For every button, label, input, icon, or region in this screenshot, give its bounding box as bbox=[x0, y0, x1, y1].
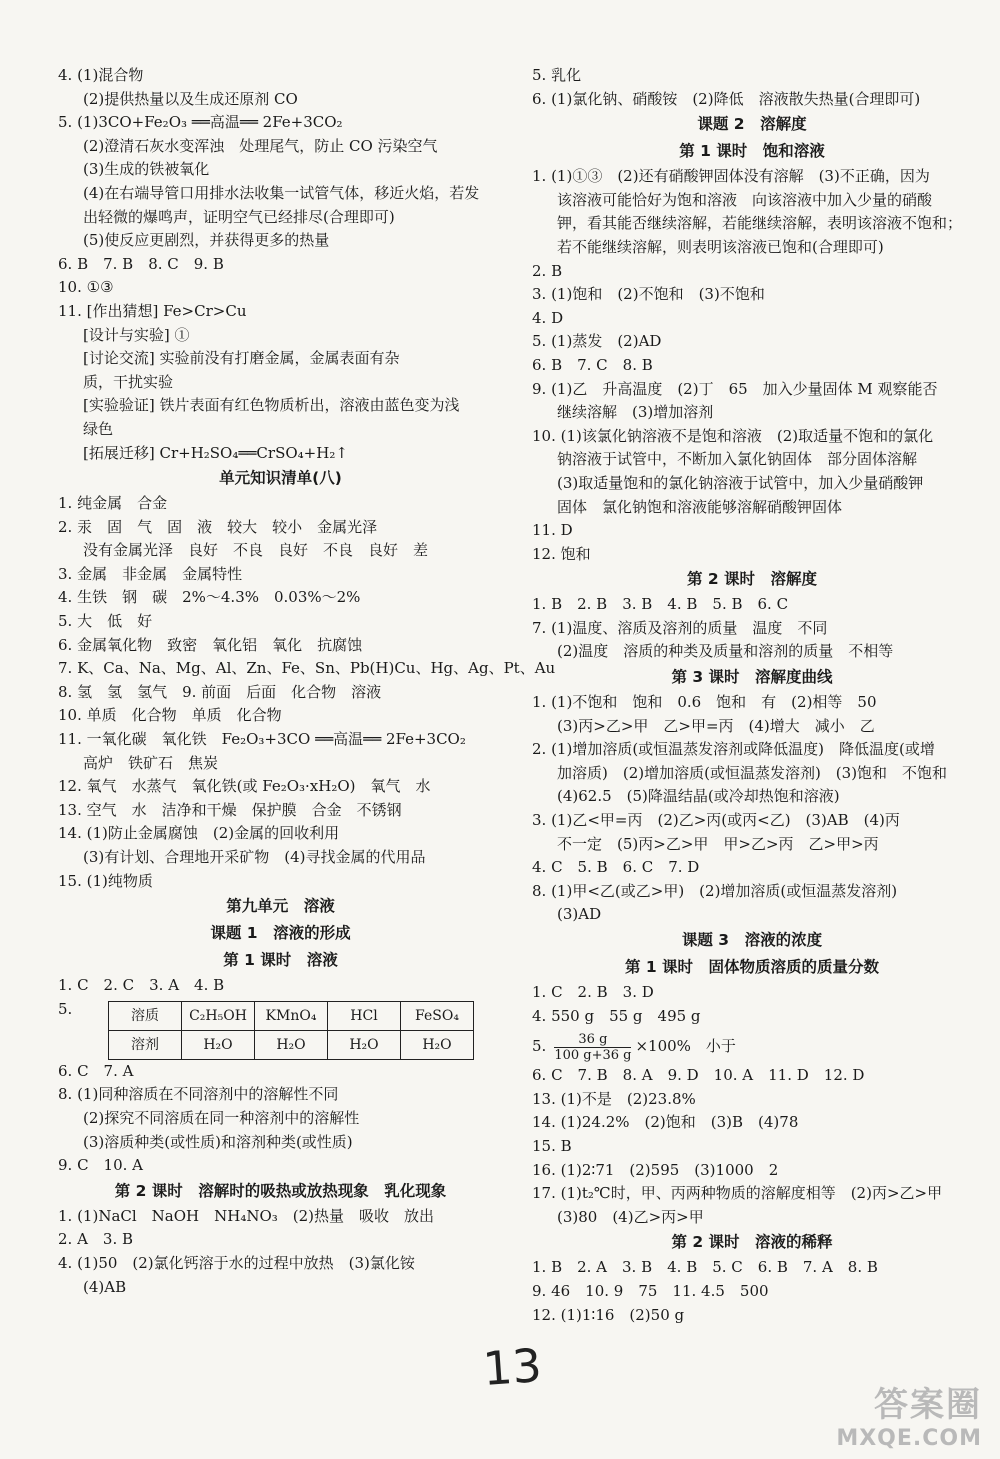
page-number: 13 bbox=[481, 1338, 544, 1396]
answer-line: 1. B 2. A 3. B 4. B 5. C 6. B 7. A 8. B bbox=[532, 1258, 878, 1277]
answer-line: 6. C 7. A bbox=[58, 1061, 134, 1080]
answer-line: 13. 空气 水 洁净和干燥 保护膜 合金 不锈钢 bbox=[58, 800, 402, 819]
answer-line: 5. 大 低 好 bbox=[58, 612, 153, 631]
answer-line: (2)澄清石灰水变浑浊 处理尾气，防止 CO 污染空气 bbox=[83, 136, 438, 155]
answer-line: 12. 饱和 bbox=[532, 544, 591, 563]
answer-line: 6. B 7. C 8. B bbox=[532, 355, 653, 374]
answer-line: 高炉 铁矿石 焦炭 bbox=[83, 753, 219, 772]
answer-line: 1. (1)不饱和 饱和 0.6 饱和 有 (2)相等 50 bbox=[532, 693, 877, 712]
answer-line: (4)AB bbox=[83, 1277, 127, 1296]
answer-line: 固体 氯化钠饱和溶液能够溶解硝酸钾固体 bbox=[557, 497, 843, 516]
fraction-denominator: 100 g+36 g bbox=[554, 1047, 632, 1063]
answer-line: 9. C 10. A bbox=[58, 1156, 144, 1175]
solute-solvent-table bbox=[108, 1001, 474, 1060]
answer-line: 12. 氧气 水蒸气 氧化铁(或 Fe₂O₃·xH₂O) 氧气 水 bbox=[58, 777, 431, 796]
section-heading: 第 1 课时 溶液 bbox=[223, 951, 338, 970]
answer-line: 14. (1)防止金属腐蚀 (2)金属的回收利用 bbox=[58, 824, 340, 843]
section-heading: 第 2 课时 溶液的稀释 bbox=[671, 1233, 833, 1252]
answer-line: 4. (1)混合物 bbox=[58, 66, 144, 84]
fraction bbox=[554, 1032, 631, 1063]
section-heading: 第 1 课时 饱和溶液 bbox=[679, 142, 825, 161]
answer-line: 8. (1)甲<乙(或乙>甲) (2)增加溶质(或恒温蒸发溶剂) bbox=[532, 881, 898, 900]
section-heading: 第九单元 溶液 bbox=[226, 897, 335, 916]
answer-line: (2)温度 溶质的种类及质量和溶剂的质量 不相等 bbox=[557, 642, 894, 661]
answer-line: 8. 氢 氢 氢气 9. 前面 后面 化合物 溶液 bbox=[58, 682, 382, 701]
table-cell: H₂O bbox=[328, 1031, 401, 1060]
answer-line: 14. (1)24.2% (2)饱和 (3)B (4)78 bbox=[532, 1113, 799, 1132]
table-cell: H₂O bbox=[255, 1031, 328, 1060]
answer-line: 6. B 7. B 8. C 9. B bbox=[58, 254, 224, 273]
answer-line: 2. A 3. B bbox=[58, 1230, 134, 1249]
answer-line: (3)取适量饱和的氯化钠溶液于试管中，加入少量硝酸钾 bbox=[557, 473, 924, 492]
answer-line: 13. (1)不是 (2)23.8% bbox=[532, 1089, 696, 1108]
table-cell: H₂O bbox=[182, 1031, 255, 1060]
answer-line: 没有金属光泽 良好 不良 良好 不良 良好 差 bbox=[83, 541, 429, 560]
section-heading: 第 1 课时 固体物质溶质的质量分数 bbox=[624, 958, 880, 976]
answer-line: 5. (1)3CO+Fe₂O₃ ══高温══ 2Fe+3CO₂ bbox=[58, 113, 343, 132]
answer-line: 4. C 5. B 6. C 7. D bbox=[532, 858, 700, 877]
answer-line: 4. D bbox=[532, 308, 564, 327]
answer-line: 1. C 2. C 3. A 4. B bbox=[58, 976, 225, 995]
answer-line: 2. 汞 固 气 固 液 较大 较小 金属光泽 bbox=[58, 517, 378, 536]
answer-number: 5. bbox=[532, 1037, 547, 1056]
answer-line: 3. (1)乙<甲=丙 (2)乙>丙(或丙<乙) (3)AB (4)丙 bbox=[532, 811, 900, 830]
answer-line: (5)使反应更剧烈，并获得更多的热量 bbox=[83, 231, 330, 250]
answer-line: 11. 一氧化碳 氧化铁 Fe₂O₃+3CO ══高温══ 2Fe+3CO₂ bbox=[58, 730, 466, 749]
answer-line: 15. B bbox=[532, 1136, 572, 1155]
answer-line: 继续溶解 (3)增加溶剂 bbox=[557, 403, 714, 422]
table-cell: C₂H₅OH bbox=[182, 1002, 255, 1031]
answer-line: 1. 纯金属 合金 bbox=[58, 494, 168, 513]
answer-line: 11. D bbox=[532, 521, 573, 540]
section-heading: 课题 3 溶液的浓度 bbox=[681, 931, 823, 949]
table-cell: 溶质 bbox=[109, 1002, 182, 1031]
answer-line: [设计与实验] ① bbox=[83, 325, 190, 344]
answer-line: 4. 550 g 55 g 495 g bbox=[532, 1006, 701, 1025]
answer-line: (2)探究不同溶质在同一种溶剂中的溶解性 bbox=[83, 1108, 360, 1127]
section-heading: 单元知识清单(八) bbox=[219, 469, 342, 488]
table-cell: KMnO₄ bbox=[255, 1002, 328, 1031]
answer-line: (3)丙>乙>甲 乙>甲=丙 (4)增大 减小 乙 bbox=[557, 716, 875, 735]
watermark-cn: 答案圈 bbox=[874, 1385, 982, 1425]
answer-line: (3)溶质种类(或性质)和溶剂种类(或性质) bbox=[83, 1132, 353, 1151]
answer-line: (2)提供热量以及生成还原剂 CO bbox=[83, 89, 298, 108]
table-cell: 溶剂 bbox=[109, 1031, 182, 1060]
answer-line: (4)62.5 (5)降温结晶(或冷却热饱和溶液) bbox=[557, 787, 840, 806]
answer-line: 17. (1)t₂℃时，甲、丙两种物质的溶解度相等 (2)丙>乙>甲 bbox=[532, 1184, 943, 1203]
answer-line: 8. (1)同种溶质在不同溶剂中的溶解性不同 bbox=[58, 1085, 339, 1104]
answer-line: 16. (1)2∶71 (2)595 (3)1000 2 bbox=[532, 1160, 779, 1179]
answer-line: 5. 乳化 bbox=[532, 66, 582, 84]
answer-line: 7. (1)温度、溶质及溶剂的质量 温度 不同 bbox=[532, 618, 828, 637]
section-heading: 课题 2 溶解度 bbox=[697, 115, 807, 134]
answer-line: 3. 金属 非金属 金属特性 bbox=[58, 564, 243, 583]
answer-line: (3)生成的铁被氧化 bbox=[83, 160, 210, 179]
answer-line: 10. 单质 化合物 单质 化合物 bbox=[58, 706, 282, 725]
section-heading: 第 2 课时 溶解度 bbox=[686, 570, 818, 589]
section-heading: 第 3 课时 溶解度曲线 bbox=[671, 668, 833, 687]
answer-line: 9. 46 10. 9 75 11. 4.5 500 bbox=[532, 1281, 769, 1300]
table-cell: H₂O bbox=[401, 1031, 474, 1060]
answer-number: 5. bbox=[58, 999, 73, 1018]
answer-line: 10. ①③ bbox=[58, 278, 114, 297]
answer-line: 1. (1)①③ (2)还有硝酸钾固体没有溶解 (3)不正确，因为 bbox=[532, 167, 930, 186]
fraction-numerator: 36 g bbox=[554, 1032, 631, 1048]
answer-line: 2. B bbox=[532, 261, 563, 280]
answer-line: 11. [作出猜想] Fe>Cr>Cu bbox=[58, 301, 247, 320]
answer-line: 9. (1)乙 升高温度 (2)丁 65 加入少量固体 M 观察能否 bbox=[532, 379, 938, 398]
answer-line bbox=[532, 1028, 972, 1064]
table-row bbox=[109, 1031, 474, 1060]
answer-line: 1. C 2. B 3. D bbox=[532, 983, 654, 1001]
answer-line: 15. (1)纯物质 bbox=[58, 871, 153, 890]
answer-line: 绿色 bbox=[83, 419, 114, 438]
answer-line: 3. (1)饱和 (2)不饱和 (3)不饱和 bbox=[532, 285, 765, 304]
answer-line: 7. K、Ca、Na、Mg、Al、Zn、Fe、Sn、Pb(H)Cu、Hg、Ag、Pt、Au bbox=[58, 659, 556, 678]
answer-line: 钠溶液于试管中，不断加入氯化钠固体 部分固体溶解 bbox=[557, 450, 918, 469]
table-cell: HCl bbox=[328, 1002, 401, 1031]
watermark bbox=[836, 1377, 982, 1451]
answer-line: 1. (1)NaCl NaOH NH₄NO₃ (2)热量 吸收 放出 bbox=[58, 1206, 435, 1225]
answer-line: (3)AD bbox=[557, 905, 602, 924]
answer-line: 5. (1)蒸发 (2)AD bbox=[532, 332, 662, 351]
right-column bbox=[532, 64, 972, 1327]
watermark-en: MXQE.COM bbox=[836, 1426, 982, 1451]
answer-line: 10. (1)该氯化钠溶液不是饱和溶液 (2)取适量不饱和的氯化 bbox=[532, 426, 934, 445]
answer-line: 6. C 7. B 8. A 9. D 10. A 11. D 12. D bbox=[532, 1066, 865, 1085]
answer-line: 若不能继续溶解，则表明该溶液已饱和(合理即可) bbox=[557, 237, 884, 256]
answer-line: (3)80 (4)乙>丙>甲 bbox=[557, 1207, 704, 1226]
answer-line: 4. (1)50 (2)氯化钙溶于水的过程中放热 (3)氯化铵 bbox=[58, 1253, 415, 1272]
answer-line: 4. 生铁 钢 碳 2%～4.3% 0.03%～2% bbox=[58, 588, 361, 607]
table-row bbox=[109, 1002, 474, 1031]
answer-line: 6. (1)氯化钠、硝酸铵 (2)降低 溶液散失热量(合理即可) bbox=[532, 89, 921, 108]
answer-line: 不一定 (5)丙>乙>甲 甲>乙>丙 乙>甲>丙 bbox=[557, 834, 879, 853]
section-heading: 课题 1 溶液的形成 bbox=[210, 924, 351, 943]
answer-line: 出轻微的爆鸣声，证明空气已经排尽(合理即可) bbox=[83, 207, 395, 226]
answer-line: [拓展迁移] Cr+H₂SO₄══CrSO₄+H₂↑ bbox=[83, 443, 348, 462]
answer-line: 加溶质) (2)增加溶质(或恒温蒸发溶剂) (3)饱和 不饱和 bbox=[557, 763, 948, 782]
answer-line: (3)有计划、合理地开采矿物 (4)寻找金属的代用品 bbox=[83, 848, 426, 866]
answer-line: 6. 金属氧化物 致密 氧化铝 氧化 抗腐蚀 bbox=[58, 635, 363, 654]
answer-line: 2. (1)增加溶质(或恒温蒸发溶剂或降低温度) 降低温度(或增 bbox=[532, 740, 935, 759]
answer-line: (4)在右端导管口用排水法收集一试管气体，移近火焰，若发 bbox=[83, 183, 480, 202]
answer-line: [讨论交流] 实验前没有打磨金属，金属表面有杂 bbox=[83, 349, 400, 368]
table-cell: FeSO₄ bbox=[401, 1002, 474, 1031]
answer-line: 质，干扰实验 bbox=[83, 372, 174, 391]
answer-line bbox=[58, 998, 503, 1060]
answer-line: 钾，看其能否继续溶解，若能继续溶解，表明该溶液不饱和； bbox=[557, 214, 963, 233]
answer-line: 12. (1)1∶16 (2)50 g bbox=[532, 1305, 685, 1324]
answer-line: [实验验证] 铁片表面有红色物质析出，溶液由蓝色变为浅 bbox=[83, 396, 460, 415]
fraction-rest: ×100% 小于 bbox=[635, 1037, 736, 1056]
answer-line: 1. B 2. B 3. B 4. B 5. B 6. C bbox=[532, 595, 789, 614]
answer-line: 该溶液可能恰好为饱和溶液 向该溶液中加入少量的硝酸 bbox=[557, 190, 933, 209]
section-heading: 第 2 课时 溶解时的吸热或放热现象 乳化现象 bbox=[114, 1181, 447, 1200]
